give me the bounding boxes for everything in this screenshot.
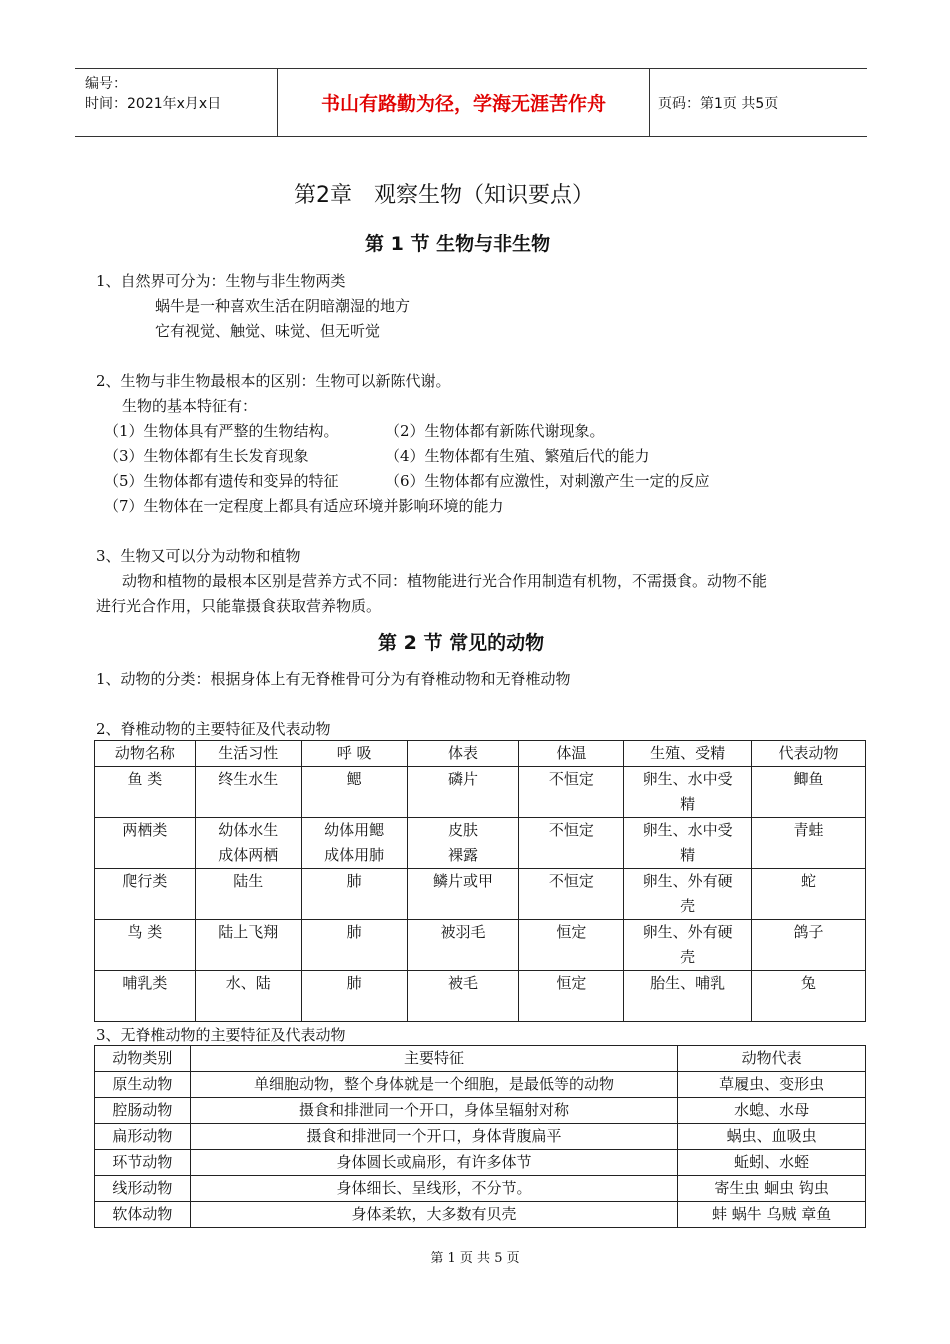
vertebrate-cell: 被毛 [407,971,519,1022]
vertebrate-header-cell: 生殖、受精 [624,741,752,767]
vertebrate-cell: 水、陆 [195,971,301,1022]
vertebrate-header-cell: 生活习性 [195,741,301,767]
section1-title: 第 1 节 生物与非生物 [365,233,551,255]
vertebrate-cell: 胎生、哺乳 [624,971,752,1022]
vertebrate-header-cell: 体温 [519,741,624,767]
invertebrate-row [95,1124,866,1150]
invertebrate-cell: 蜗虫、血吸虫 [678,1124,866,1150]
invertebrate-table [94,1045,866,1228]
s1-feature: （4）生物体都有生殖、繁殖后代的能力 [385,447,650,465]
s1-line: 进行光合作用，只能靠摄食获取营养物质。 [96,597,382,615]
vertebrate-header-row [95,741,866,767]
vertebrate-cell: 鳃 [301,767,407,818]
invertebrate-cell: 身体圆长或扁形，有许多体节 [190,1150,677,1176]
s1-feature: （3）生物体都有生长发育现象 [104,447,309,465]
vertebrate-cell: 青蛙 [752,818,866,869]
vertebrate-cell: 幼体用鳃 成体用肺 [301,818,407,869]
invertebrate-header-cell: 动物类别 [95,1046,191,1072]
vertebrate-cell: 肺 [301,920,407,971]
invertebrate-row [95,1072,866,1098]
vertebrate-cell: 肺 [301,869,407,920]
vertebrate-caption: 2、脊椎动物的主要特征及代表动物 [96,720,331,738]
vertebrate-row [95,869,866,920]
invertebrate-cell: 环节动物 [95,1150,191,1176]
invertebrate-header-cell: 主要特征 [190,1046,677,1072]
vertebrate-cell: 恒定 [519,920,624,971]
invertebrate-row [95,1150,866,1176]
vertebrate-cell: 卵生、外有硬 壳 [624,869,752,920]
vertebrate-cell: 终生水生 [195,767,301,818]
motto: 书山有路勤为径，学海无涯苦作舟 [278,69,650,136]
vertebrate-cell: 幼体水生 成体两栖 [195,818,301,869]
vertebrate-cell: 被羽毛 [407,920,519,971]
vertebrate-cell: 两栖类 [95,818,196,869]
vertebrate-row [95,818,866,869]
vertebrate-cell: 鱼 类 [95,767,196,818]
vertebrate-cell: 卵生、水中受 精 [624,767,752,818]
section2-title: 第 2 节 常见的动物 [378,632,545,654]
vertebrate-cell: 兔 [752,971,866,1022]
s1-line: 动物和植物的最根本区别是营养方式不同：植物能进行光合作用制造有机物，不需摄食。动物不能 [122,572,768,590]
vertebrate-cell: 不恒定 [519,869,624,920]
vertebrate-cell: 卵生、外有硬 壳 [624,920,752,971]
vertebrate-row [95,920,866,971]
s2-line: 1、动物的分类：根据身体上有无脊椎骨可分为有脊椎动物和无脊椎动物 [96,670,571,688]
vertebrate-cell: 恒定 [519,971,624,1022]
s1-line: 它有视觉、触觉、味觉、但无听觉 [155,322,381,340]
s1-line: 2、生物与非生物最根本的区别：生物可以新陈代谢。 [96,372,451,390]
vertebrate-header-cell: 体表 [407,741,519,767]
vertebrate-header-cell: 动物名称 [95,741,196,767]
s1-feature: （5）生物体都有遗传和变异的特征 [104,472,339,490]
time-label: 时间：2021年x月x日 [85,96,222,112]
vertebrate-cell: 鳞片或甲 [407,869,519,920]
s1-line: 蜗牛是一种喜欢生活在阴暗潮湿的地方 [155,297,411,315]
vertebrate-cell: 磷片 [407,767,519,818]
page-label: 页码：第1页 共5页 [658,96,779,112]
vertebrate-cell: 卵生、水中受 精 [624,818,752,869]
invertebrate-header-row [95,1046,866,1072]
invertebrate-caption: 3、无脊椎动物的主要特征及代表动物 [96,1026,346,1044]
s1-feature: （6）生物体都有应激性，对刺激产生一定的反应 [385,472,710,490]
invertebrate-header-cell: 动物代表 [678,1046,866,1072]
chapter-title: 第2章 观察生物（知识要点） [294,183,594,208]
invertebrate-cell: 身体柔软，大多数有贝壳 [190,1202,677,1228]
s1-line: 3、生物又可以分为动物和植物 [96,547,301,565]
vertebrate-cell: 哺乳类 [95,971,196,1022]
invertebrate-cell: 寄生虫 蛔虫 钩虫 [678,1176,866,1202]
vertebrate-table [94,740,866,1022]
vertebrate-row [95,767,866,818]
invertebrate-cell: 摄食和排泄同一个开口，身体呈辐射对称 [190,1098,677,1124]
invertebrate-cell: 身体细长、呈线形，不分节。 [190,1176,677,1202]
invertebrate-cell: 蚯蚓、水蛭 [678,1150,866,1176]
invertebrate-cell: 软体动物 [95,1202,191,1228]
vertebrate-cell: 蛇 [752,869,866,920]
vertebrate-cell: 陆生 [195,869,301,920]
vertebrate-cell: 不恒定 [519,767,624,818]
vertebrate-cell: 鸽子 [752,920,866,971]
vertebrate-cell: 鲫鱼 [752,767,866,818]
invertebrate-cell: 水螅、水母 [678,1098,866,1124]
s1-feature: （2）生物体都有新陈代谢现象。 [385,422,605,440]
vertebrate-cell: 鸟 类 [95,920,196,971]
header-info-cell [75,69,278,136]
invertebrate-cell: 原生动物 [95,1072,191,1098]
invertebrate-row [95,1098,866,1124]
page-header [75,68,867,137]
vertebrate-cell: 肺 [301,971,407,1022]
invertebrate-cell: 草履虫、变形虫 [678,1072,866,1098]
vertebrate-cell: 爬行类 [95,869,196,920]
vertebrate-cell: 陆上飞翔 [195,920,301,971]
vertebrate-header-cell: 代表动物 [752,741,866,767]
vertebrate-header-cell: 呼 吸 [301,741,407,767]
vertebrate-row [95,971,866,1022]
vertebrate-cell: 不恒定 [519,818,624,869]
invertebrate-cell: 扁形动物 [95,1124,191,1150]
vertebrate-cell: 皮肤 裸露 [407,818,519,869]
invertebrate-row [95,1202,866,1228]
invertebrate-row [95,1176,866,1202]
invertebrate-cell: 蚌 蜗牛 乌贼 章鱼 [678,1202,866,1228]
s1-feature: （1）生物体具有严整的生物结构。 [104,422,339,440]
s1-feature: （7）生物体在一定程度上都具有适应环境并影响环境的能力 [104,497,504,515]
invertebrate-cell: 线形动物 [95,1176,191,1202]
page-footer: 第 1 页 共 5 页 [430,1251,520,1266]
number-label: 编号： [85,76,127,92]
invertebrate-cell: 腔肠动物 [95,1098,191,1124]
s1-line: 1、自然界可分为：生物与非生物两类 [96,272,346,290]
invertebrate-cell: 摄食和排泄同一个开口，身体背腹扁平 [190,1124,677,1150]
invertebrate-cell: 单细胞动物，整个身体就是一个细胞，是最低等的动物 [190,1072,677,1098]
s1-line: 生物的基本特征有： [122,397,258,415]
